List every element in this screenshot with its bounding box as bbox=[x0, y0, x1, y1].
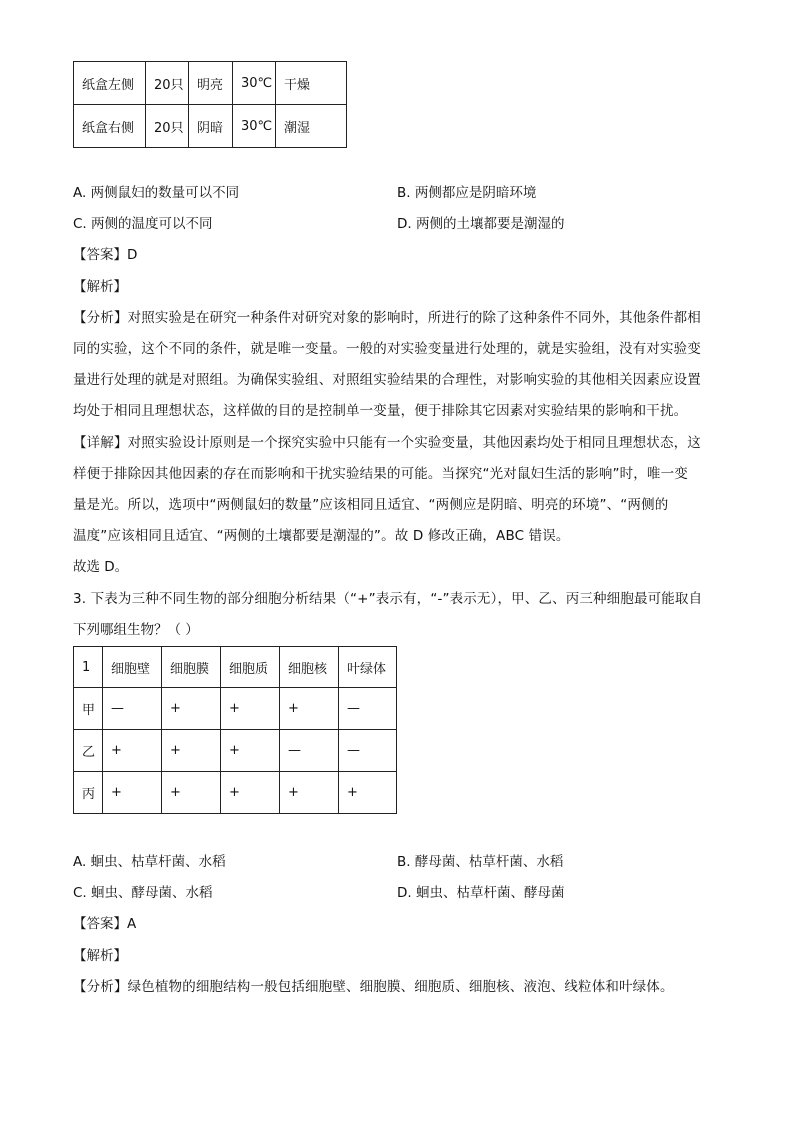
cell-analysis-table bbox=[73, 646, 397, 814]
analysis-paragraph-line: 【分析】绿色植物的细胞结构一般包括细胞壁、细胞膜、细胞质、细胞核、液泡、线粒体和叶绿体。 bbox=[73, 979, 674, 995]
answer-line: 【答案】D bbox=[73, 247, 138, 263]
table-header-cell: 细胞核 bbox=[280, 647, 339, 688]
table-header-row bbox=[74, 647, 397, 688]
table-cell: 丙 bbox=[74, 772, 103, 814]
table-cell: 30℃ bbox=[233, 105, 276, 148]
table-cell: + bbox=[221, 730, 280, 772]
detail-paragraph-line: 样便于排除因其他因素的存在而影响和干扰实验结果的可能。当探究“光对鼠妇生活的影响”时，唯一变 bbox=[73, 466, 688, 482]
analysis-heading: 【解析】 bbox=[73, 279, 127, 295]
table-cell: — bbox=[280, 730, 339, 772]
table-cell: 潮湿 bbox=[276, 105, 347, 148]
option-a: A. 两侧鼠妇的数量可以不同 bbox=[73, 185, 240, 201]
table-cell: + bbox=[162, 730, 221, 772]
table-cell: 乙 bbox=[74, 730, 103, 772]
table-row bbox=[74, 730, 397, 772]
table-cell: — bbox=[339, 730, 397, 772]
detail-paragraph-line: 量是光。所以，选项中“两侧鼠妇的数量”应该相同且适宜、“两侧应是阴暗、明亮的环境”、“两侧的 bbox=[73, 497, 669, 513]
table-cell: + bbox=[221, 688, 280, 730]
table-row bbox=[74, 688, 397, 730]
table-cell: + bbox=[103, 730, 162, 772]
table-cell: 30℃ bbox=[233, 62, 276, 105]
question-stem-line: 下列哪组生物？（ ） bbox=[73, 622, 199, 638]
analysis-paragraph-line: 【分析】对照实验是在研究一种条件对研究对象的影响时，所进行的除了这种条件不同外，其他条件都相 bbox=[73, 310, 701, 326]
table-cell: 干燥 bbox=[276, 62, 347, 105]
table-cell: 纸盒左侧 bbox=[74, 62, 146, 105]
table-cell: 明亮 bbox=[189, 62, 233, 105]
analysis-heading: 【解析】 bbox=[73, 948, 127, 964]
analysis-paragraph-line: 均处于相同且理想状态，这样做的目的是控制单一变量，便于排除其它因素对实验结果的影响和干扰。 bbox=[73, 403, 688, 419]
detail-paragraph-line: 温度”应该相同且适宜、“两侧的土壤都要是潮湿的”。故 D 修改正确，ABC 错误。 bbox=[73, 528, 570, 544]
table-header-cell: 细胞膜 bbox=[162, 647, 221, 688]
table-header-cell: 细胞壁 bbox=[103, 647, 162, 688]
answer-line: 【答案】A bbox=[73, 916, 137, 932]
table-cell: + bbox=[280, 772, 339, 814]
option-a: A. 蛔虫、枯草杆菌、水稻 bbox=[73, 854, 226, 870]
option-c: C. 蛔虫、酵母菌、水稻 bbox=[73, 885, 213, 901]
option-b: B. 两侧都应是阴暗环境 bbox=[397, 185, 537, 201]
table-cell: + bbox=[339, 772, 397, 814]
table-cell: + bbox=[221, 772, 280, 814]
option-b: B. 酵母菌、枯草杆菌、水稻 bbox=[397, 854, 564, 870]
table-header-cell: 细胞质 bbox=[221, 647, 280, 688]
table-cell: + bbox=[103, 772, 162, 814]
option-d: D. 蛔虫、枯草杆菌、酵母菌 bbox=[397, 885, 565, 901]
table-cell: — bbox=[103, 688, 162, 730]
table-header-cell: 叶绿体 bbox=[339, 647, 397, 688]
analysis-paragraph-line: 同的实验，这个不同的条件，就是唯一变量。一般的对实验变量进行处理的，就是实验组，没有对实验变 bbox=[73, 341, 701, 357]
table-header-cell: 1 bbox=[74, 647, 103, 688]
table-row bbox=[74, 105, 347, 148]
table-cell: 甲 bbox=[74, 688, 103, 730]
table-cell: + bbox=[280, 688, 339, 730]
table-cell: + bbox=[162, 688, 221, 730]
table-cell: 阴暗 bbox=[189, 105, 233, 148]
table-cell: 纸盒右侧 bbox=[74, 105, 146, 148]
table-row bbox=[74, 62, 347, 105]
option-c: C. 两侧的温度可以不同 bbox=[73, 216, 213, 232]
table-cell: — bbox=[339, 688, 397, 730]
conclusion-line: 故选 D。 bbox=[73, 559, 129, 575]
experiment-table bbox=[73, 61, 347, 148]
table-cell: + bbox=[162, 772, 221, 814]
detail-paragraph-line: 【详解】对照实验设计原则是一个探究实验中只能有一个实验变量，其他因素均处于相同且理想状态，这 bbox=[73, 435, 701, 451]
table-row bbox=[74, 772, 397, 814]
analysis-paragraph-line: 量进行处理的就是对照组。为确保实验组、对照组实验结果的合理性，对影响实验的其他相关因素应设置 bbox=[73, 372, 701, 388]
question-stem-line: 3. 下表为三种不同生物的部分细胞分析结果（“+”表示有，“-”表示无），甲、乙、丙三种细胞最可能取自 bbox=[73, 591, 703, 607]
option-d: D. 两侧的土壤都要是潮湿的 bbox=[397, 216, 565, 232]
table-cell: 20只 bbox=[146, 62, 189, 105]
table-cell: 20只 bbox=[146, 105, 189, 148]
